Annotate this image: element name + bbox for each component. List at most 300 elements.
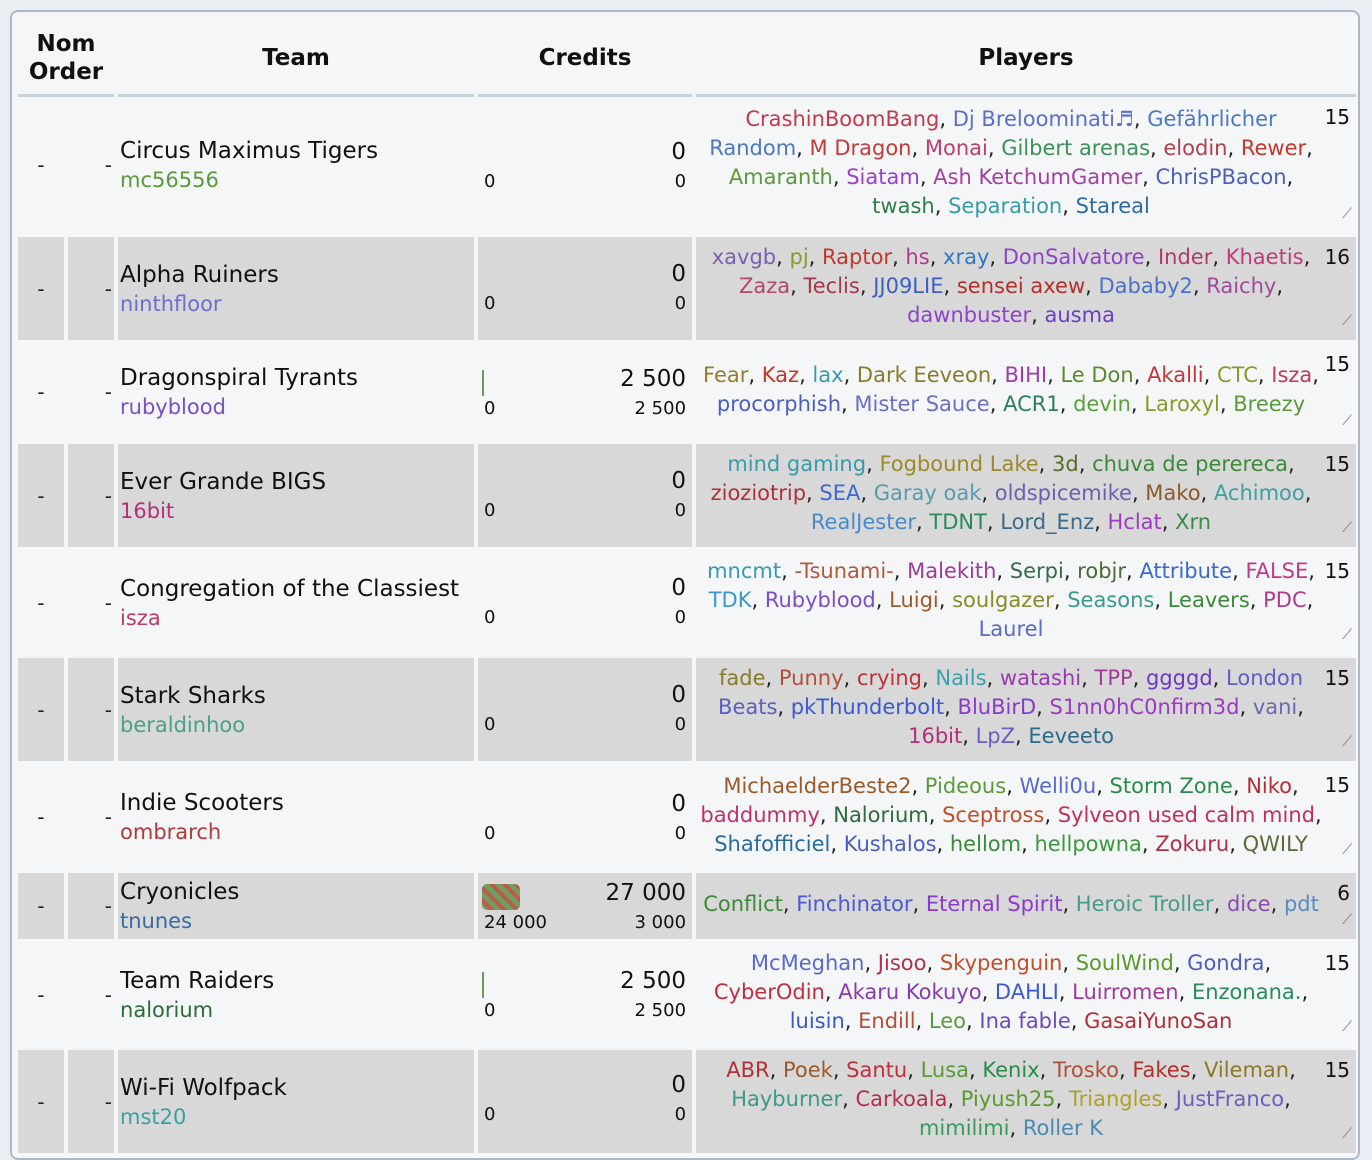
credits-remaining: 3 000 [634,912,687,933]
player-name[interactable]: Fakes [1132,1058,1191,1082]
player-separator: , [1142,165,1156,189]
player-name[interactable]: Laroxyl [1144,392,1220,416]
player-name[interactable]: Nalorium [833,802,929,827]
team-row [18,873,1356,943]
player-name[interactable]: Isza [1271,363,1313,387]
player-separator: , [1227,136,1241,160]
player-name[interactable]: chuva de perereca [1092,452,1288,476]
player-name[interactable]: JJ09LIE [873,274,944,298]
player-name[interactable]: Carkoala [855,1087,948,1111]
team-cell [118,551,474,658]
player-name[interactable]: ChrisPBacon [1155,165,1287,189]
player-name[interactable]: FALSE [1245,559,1309,583]
player-name[interactable]: Eeveeto [1028,724,1114,748]
player-name[interactable]: Storm Zone [1109,773,1233,798]
players-header[interactable]: Players [696,22,1356,97]
player-name[interactable]: Monai [924,136,988,160]
player-name[interactable]: Triangles [1068,1087,1163,1111]
player-name[interactable]: TPP [1094,666,1133,690]
credits-total: 0 [671,261,687,287]
player-name[interactable]: RealJester [810,510,917,534]
player-name[interactable]: Niko [1246,773,1292,798]
player-name[interactable]: pj [789,245,809,269]
player-separator: , [1286,165,1294,189]
player-name[interactable]: CyberOdin [713,980,825,1004]
credits-total: 0 [671,1072,687,1098]
player-separator: , [1150,136,1164,160]
player-separator: , [765,666,779,690]
players-cell [696,444,1356,551]
player-name[interactable]: Mister Sauce [854,392,990,416]
player-separator: , [781,559,795,583]
player-separator: , [1085,274,1099,298]
player-name[interactable]: Sylveon used calm mind [1057,802,1315,827]
team-manager[interactable]: 16bit [120,498,175,523]
player-name[interactable]: Trosko [1052,1058,1119,1082]
player-name[interactable]: Malekith [907,559,997,583]
credits-cell [478,444,692,551]
player-separator: , [1297,695,1304,719]
player-name[interactable]: Lord_Enz [1000,510,1095,534]
player-name[interactable]: Roller K [1022,1116,1104,1140]
credits-total: 0 [671,791,687,817]
player-name[interactable]: CTC [1216,363,1258,387]
resize-handle-icon[interactable]: ⟋ [1342,313,1353,329]
teams-table [14,22,1360,1157]
player-name[interactable]: Akalli [1147,363,1204,387]
player-name[interactable]: BIHI [1004,363,1048,387]
player-name[interactable]: Kushalos [843,831,937,856]
player-name[interactable]: lax [812,363,844,387]
player-separator: , [841,392,855,416]
player-name[interactable]: Welli0u [1019,773,1097,798]
player-name[interactable]: SEA [819,481,861,505]
team-name[interactable]: Indie Scooters [120,790,284,816]
player-separator: , [928,802,943,827]
player-name[interactable]: xavgb [711,245,777,269]
player-name[interactable]: ACR1 [1003,392,1060,416]
player-name[interactable]: Seasons [1067,588,1155,612]
nom-order-cell: - [18,97,64,237]
player-name[interactable]: sensei axew [956,274,1086,298]
player-count: 15 [1324,666,1351,690]
credits-remaining: 0 [674,293,687,314]
player-name[interactable]: hellom [949,831,1022,856]
player-name[interactable]: ggggd [1146,666,1213,690]
player-separator: , [922,666,936,690]
player-name[interactable]: Piyush25 [960,1087,1056,1111]
player-name[interactable]: Garay oak [873,481,982,505]
team-header[interactable]: Team [118,22,474,97]
resize-handle-icon[interactable]: ⟋ [1342,842,1353,858]
player-separator: , [864,951,878,975]
player-separator: , [986,666,1000,690]
player-separator: , [938,588,953,612]
credits-total: 0 [671,575,687,601]
player-name[interactable]: Khaetis [1225,245,1304,269]
player-name[interactable]: Siatam [846,165,920,189]
player-name[interactable]: Raptor [822,245,893,269]
player-name[interactable]: Punny [778,666,844,690]
resize-handle-icon[interactable]: ⟋ [1342,520,1353,536]
player-name[interactable]: procorphish [716,392,842,416]
credits-spent: 0 [484,171,496,192]
credits-total: 2 500 [620,366,687,392]
player-separator: , [981,481,995,505]
player-name[interactable]: BluBirD [957,695,1037,719]
team-manager[interactable]: rubyblood [120,395,226,419]
player-separator: , [830,831,844,856]
team-name[interactable]: Team Raiders [120,967,275,994]
player-name[interactable]: Teclis [803,274,860,298]
player-name[interactable]: Santu [846,1058,908,1082]
player-name[interactable]: robjr [1077,559,1126,583]
team-cell [118,344,474,444]
player-name[interactable]: GasaiYunoSan [1084,1009,1233,1033]
player-name[interactable]: baddummy [700,802,820,827]
player-name[interactable]: Lusa [920,1058,970,1082]
player-name[interactable]: Raichy [1206,274,1277,298]
credits-remaining: 0 [674,607,687,628]
nom-order-cell: - [68,444,114,551]
player-name[interactable]: QWILY [1242,831,1308,856]
player-name[interactable]: CrashinBoomBang [745,107,940,131]
player-name[interactable]: pkThunderbolt [790,695,945,719]
player-separator: , [893,559,908,583]
player-name[interactable]: Gilbert arenas [1001,136,1151,160]
player-name[interactable]: Shafofficiel [714,831,831,856]
player-count: 15 [1324,559,1351,583]
player-separator: , [1081,666,1095,690]
player-separator: , [1130,392,1145,416]
player-name[interactable]: Rewer [1240,136,1307,160]
player-name[interactable]: Fogbound Lake [879,452,1039,476]
player-name[interactable]: twash [872,194,935,218]
resize-handle-icon[interactable]: ⟋ [1342,1126,1353,1142]
resize-handle-icon[interactable]: ⟋ [1342,627,1353,643]
player-name[interactable]: Dj Breloominati♬ [952,107,1134,131]
player-name[interactable]: Separation [948,194,1063,218]
player-name[interactable]: DonSalvatore [1002,245,1145,269]
player-separator: , [1059,392,1074,416]
team-manager[interactable]: isza [120,605,161,630]
team-manager[interactable]: nalorium [120,997,214,1022]
player-name[interactable]: Luigi [889,588,939,612]
team-manager[interactable]: mst20 [120,1104,187,1129]
player-separator: , [1031,303,1045,327]
player-name[interactable]: vani [1252,695,1298,719]
player-separator: , [832,165,847,189]
player-name[interactable]: Nails [935,666,987,690]
player-name[interactable]: Inder [1157,245,1213,269]
player-name[interactable]: M Dragon [809,136,912,160]
player-separator: , [843,363,857,387]
player-name[interactable]: Enzonana. [1191,980,1302,1004]
player-name[interactable]: 16bit [908,724,963,748]
player-separator: , [1314,802,1322,827]
player-separator: , [1178,980,1192,1004]
player-name[interactable]: Hclat [1107,510,1162,534]
resize-handle-icon[interactable]: ⟋ [1342,206,1353,222]
player-name[interactable]: ausma [1044,303,1115,327]
player-name[interactable]: Dark Eeveon [856,363,992,387]
player-separator: , [939,107,953,131]
player-separator: , [1154,588,1168,612]
team-row [18,237,1356,344]
team-name[interactable]: Congregation of the Classiest [120,575,460,602]
team-name[interactable]: Cryonicles [120,879,240,905]
credits-remaining: 0 [674,1104,687,1125]
player-name[interactable]: Fear [703,363,749,387]
player-name[interactable]: Akaru Kokuyo [838,980,982,1004]
nom-order-cell: - [68,237,114,344]
player-name[interactable]: Poek [782,1058,833,1082]
team-manager[interactable]: tnunes [120,909,193,933]
player-separator: , [782,891,797,916]
player-separator: , [1303,245,1311,269]
player-name[interactable]: Skypenguin [939,951,1063,975]
player-separator: , [1118,1058,1133,1082]
resize-handle-icon[interactable]: ⟋ [1342,1019,1353,1035]
credits-spent: 0 [484,714,496,735]
team-name[interactable]: Ever Grande BIGS [120,468,327,495]
player-name[interactable]: Jisoo [877,951,927,975]
player-name[interactable]: 3d [1052,452,1079,476]
player-name[interactable]: S1nn0hC0nfirm3d [1049,695,1240,719]
player-name[interactable]: dice [1226,891,1271,916]
player-name[interactable]: Ina fable [979,1009,1071,1033]
player-separator: , [1162,1087,1176,1111]
player-name[interactable]: Serpi [1009,559,1064,583]
credits-remaining: 0 [674,823,687,844]
player-separator: , [1308,559,1315,583]
team-manager[interactable]: mc56556 [120,168,219,192]
nom-order-cell: - [68,344,114,444]
player-name[interactable]: Vileman [1203,1058,1290,1082]
resize-handle-icon[interactable]: ⟋ [1342,734,1353,750]
player-name[interactable]: -Tsunami- [794,559,894,583]
player-name[interactable]: oldspicemike [994,481,1132,505]
player-name[interactable]: mind gaming [727,452,867,476]
player-name[interactable]: SoulWind [1075,951,1174,975]
player-name[interactable]: MichaelderBeste2 [723,773,912,798]
team-manager[interactable]: ninthfloor [120,291,222,316]
player-separator: , [1292,773,1299,798]
credits-remaining: 0 [674,500,687,521]
player-count: 15 [1324,352,1351,376]
player-name[interactable]: Endill [858,1009,916,1033]
player-separator: , [966,1009,980,1033]
players-cell [696,344,1356,444]
player-name[interactable]: Gondra [1187,951,1265,975]
player-separator: , [919,165,934,189]
nom-order-header[interactable]: Nom Order [18,22,114,97]
player-count: 15 [1324,773,1351,797]
team-manager[interactable]: beraldinhoo [120,712,246,737]
player-separator: , [1192,274,1207,298]
player-name[interactable]: DAHLI [994,980,1059,1004]
player-separator: , [832,1058,847,1082]
player-name[interactable]: luisin [789,1009,845,1033]
player-name[interactable]: Breezy [1233,392,1306,416]
credits-spent: 24 000 [484,912,547,933]
player-name[interactable]: crying [856,666,922,690]
player-name[interactable]: McMeghan [750,951,865,975]
player-name[interactable]: Xrn [1175,510,1212,534]
nom-order-cell: - [18,765,64,873]
player-name[interactable]: Le Don [1060,363,1134,387]
team-row [18,551,1356,658]
player-name[interactable]: Leo [928,1009,967,1033]
player-separator: , [844,1009,859,1033]
nom-order-cell: - [68,765,114,873]
player-name[interactable]: Pideous [924,773,1007,798]
credits-total: 27 000 [605,880,687,906]
team-manager[interactable]: ombrarch [120,820,222,844]
team-row [18,765,1356,873]
player-separator: , [1132,666,1147,690]
player-name[interactable]: Attribute [1139,559,1233,583]
player-separator: , [1200,481,1214,505]
player-name[interactable]: TDK [708,588,752,612]
player-name[interactable]: Finchinator [796,891,913,916]
player-name[interactable]: Hayburner [731,1087,843,1111]
player-name[interactable]: London Beats [718,666,1304,719]
player-separator: , [1126,559,1140,583]
nom-order-cell: - [18,551,64,658]
player-separator: , [1232,559,1246,583]
player-name[interactable]: PDC [1263,588,1307,612]
nom-order-cell: - [18,444,64,551]
player-name[interactable]: hs [905,245,930,269]
player-separator: , [1284,1087,1291,1111]
nom-order-cell: - [18,658,64,765]
player-name[interactable]: Luirromen [1072,980,1179,1004]
team-name[interactable]: Alpha Ruiners [120,261,279,288]
player-name[interactable]: Ash KetchumGamer [933,165,1143,189]
player-separator: , [1288,452,1295,476]
team-row [18,344,1356,444]
player-name[interactable]: dawnbuster [907,303,1032,327]
player-name[interactable]: hellpowna [1034,831,1142,856]
team-name[interactable]: Wi-Fi Wolfpack [120,1074,287,1101]
player-name[interactable]: mncmt [707,559,782,583]
credits-cell [478,873,692,943]
player-name[interactable]: LpZ [975,724,1016,748]
players-cell [696,765,1356,873]
player-count: 15 [1324,105,1351,129]
player-separator: , [929,245,944,269]
player-name[interactable]: pdt [1283,891,1319,916]
player-name[interactable]: Achimoo [1213,481,1305,505]
player-name[interactable]: Kaz [761,363,800,387]
player-name[interactable]: Kenix [982,1058,1040,1082]
credits-total: 0 [671,139,687,165]
player-separator: , [1070,1009,1085,1033]
player-separator: , [1044,802,1058,827]
player-separator: , [916,510,930,534]
nom-order-cell: - [68,551,114,658]
player-name[interactable]: Zaza [738,274,791,298]
player-count: 16 [1324,245,1351,269]
player-name[interactable]: Conflict [703,891,783,916]
player-separator: , [1055,1087,1069,1111]
player-name[interactable]: TDNT [929,510,987,534]
credits-header[interactable]: Credits [478,22,692,97]
player-name[interactable]: Dababy2 [1098,274,1193,298]
player-name[interactable]: Gefährlicher Random [709,107,1277,160]
player-separator: , [1161,510,1176,534]
player-name[interactable]: Eternal Spirit [925,891,1063,916]
nom-order-cell: - [68,658,114,765]
player-name[interactable]: Rubyblood [764,588,876,612]
resize-handle-icon[interactable]: ⟋ [1342,413,1353,429]
player-name[interactable]: Sceptross [942,802,1045,827]
player-separator: , [1078,452,1093,476]
player-name[interactable]: Laurel [978,617,1044,641]
player-name[interactable]: Stareal [1075,194,1150,218]
credits-cell [478,237,692,344]
player-name[interactable]: ABR [726,1058,770,1082]
players-cell [696,658,1356,765]
resize-handle-icon[interactable]: ⟋ [1342,912,1353,928]
player-separator: , [944,695,958,719]
player-separator: , [1062,194,1076,218]
player-name[interactable]: devin [1073,392,1131,416]
player-separator: , [1301,980,1309,1004]
player-separator: , [1229,831,1243,856]
team-name[interactable]: Circus Maximus Tigers [120,138,379,164]
team-name[interactable]: Dragonspiral Tyrants [120,365,358,391]
team-cell [118,765,474,873]
player-separator: , [1249,588,1264,612]
credits-spent: 0 [484,607,496,628]
players-cell [696,943,1356,1050]
player-separator: , [962,724,976,748]
player-separator: , [987,136,1002,160]
nom-order-cell: - [68,97,114,237]
player-name[interactable]: watashi [999,666,1082,690]
player-separator: , [1213,891,1227,916]
player-name[interactable]: mimilimi [918,1116,1010,1140]
credits-bar [482,370,484,396]
credits-remaining: 2 500 [634,398,687,419]
nom-order-cell: - [18,873,64,943]
player-name[interactable]: Amaranth [728,165,833,189]
player-name[interactable]: xray [943,245,990,269]
player-name[interactable]: Zokuru [1155,831,1230,856]
player-separator: , [989,245,1003,269]
player-separator: , [790,274,804,298]
player-name[interactable]: JustFranco [1175,1087,1285,1111]
player-separator: , [1173,951,1188,975]
player-name[interactable]: soulgazer [952,588,1054,612]
player-name[interactable]: Heroic Troller [1075,891,1214,916]
player-name[interactable]: fade [719,666,766,690]
player-separator: , [1133,107,1148,131]
player-name[interactable]: Leavers [1167,588,1250,612]
player-separator: , [907,1058,921,1082]
team-name[interactable]: Stark Sharks [120,682,266,709]
nom-order-cell: - [18,237,64,344]
player-separator: , [912,891,926,916]
player-name[interactable]: zioziotrip [710,481,807,505]
player-separator: , [860,481,874,505]
player-name[interactable]: Mako [1145,481,1201,505]
player-name[interactable]: elodin [1163,136,1228,160]
player-separator: , [943,274,957,298]
player-separator: , [947,1087,961,1111]
